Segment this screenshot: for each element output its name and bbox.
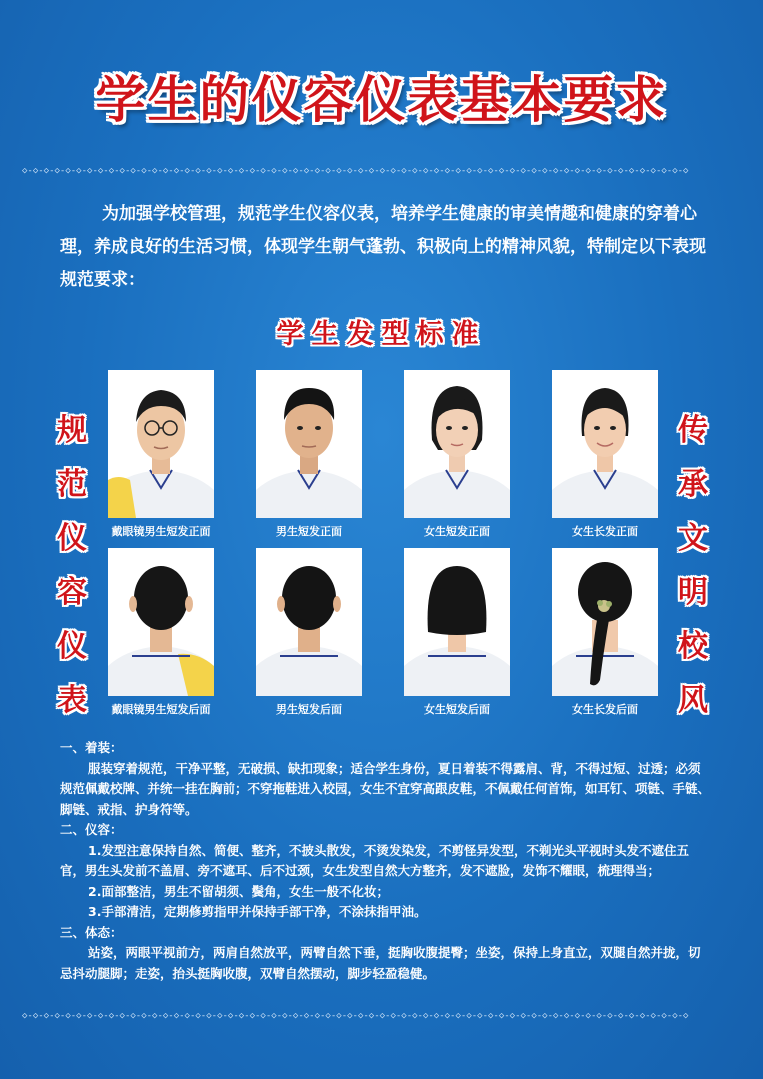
- right-slogan-char: 传: [678, 413, 708, 448]
- left-slogan-char: 容: [57, 575, 87, 610]
- rules-appearance-item: 3.手部清洁，定期修剪指甲并保持手部干净，不涂抹指甲油。: [88, 904, 427, 919]
- right-slogan-char: 明: [678, 575, 708, 610]
- left-slogan-char: 规: [57, 413, 87, 448]
- left-slogan-char: 仪: [57, 629, 87, 664]
- rules-heading-posture: 三、体态：: [60, 924, 123, 940]
- right-slogan-char: 文: [678, 521, 708, 556]
- rules-attire-text: 服装穿着规范，干净平整，无破损、缺扣现象；适合学生身份，夏日着装不得露肩、背，不得过短、过透；必须规范佩戴校牌、并统一挂在胸前；不穿拖鞋进入校园，女生不宜穿高跟皮鞋，不佩戴任何首饰，如耳钉、项链、手链、脚链、戒指、护身符等。: [60, 760, 711, 817]
- rules-appearance-item: 1.发型注意保持自然、简便、整齐，不披头散发，不烫发染发，不剪怪异发型，不剃光头平视时头发不遮住五官，男生头发前不盖眉、旁不遮耳、后不过颈，女生发型自然大方整齐，发不遮脸，发饰不耀眼，梳理得当；: [60, 842, 689, 878]
- left-slogan: [52, 404, 92, 728]
- photo-caption: 女生短发后面: [424, 703, 490, 716]
- photo-card: [404, 548, 510, 717]
- photo-card: [108, 548, 214, 717]
- student-photo-front-glasses-boy: [108, 370, 214, 518]
- top-divider: ◇-◇-◇-◇-◇-◇-◇-◇-◇-◇-◇-◇-◇-◇-◇-◇-◇-◇-◇-◇-◇-◇-◇-◇-◇-◇-◇-◇-◇-◇-◇-◇-◇-◇-◇-◇-◇-◇-◇-◇-◇-◇-◇-◇-◇-◇-◇-◇-◇-◇-◇-◇-◇-◇-◇-◇-◇-◇-◇-◇-◇-◇: [22, 166, 689, 176]
- rules-posture-text: 站姿，两眼平视前方，两肩自然放平，两臂自然下垂，挺胸收腹提臀；坐姿，保持上身直立，双腿自然并拢，切忌抖动腿脚；走姿，抬头挺胸收腹，双臂自然摆动，脚步轻盈稳健。: [60, 945, 701, 981]
- photo-caption: 女生短发正面: [424, 525, 490, 538]
- photo-caption: 男生短发正面: [276, 525, 342, 538]
- left-slogan-char: 表: [57, 683, 87, 718]
- hairstyle-subtitle: 学生发型标准: [276, 319, 487, 350]
- photo-card: [552, 370, 658, 539]
- photo-card: [108, 370, 214, 539]
- student-photo-front-boy: [256, 370, 362, 518]
- poster-title: 学生的仪容仪表基本要求: [95, 71, 668, 129]
- photo-caption: 女生长发正面: [572, 525, 638, 538]
- rules-appearance-item: 2.面部整洁，男生不留胡须、鬓角，女生一般不化妆；: [88, 883, 389, 899]
- rules-heading-attire: 一、着装：: [60, 740, 123, 755]
- intro-paragraph: 为加强学校管理，规范学生仪容仪表，培养学生健康的审美情趣和健康的穿着心理，养成良好的生活习惯，体现学生朝气蓬勃、积极向上的精神风貌，特制定以下表现规范要求：: [60, 204, 706, 290]
- photo-card: [552, 548, 658, 717]
- photo-card: [256, 370, 362, 539]
- student-photo-back-bob-girl: [404, 548, 510, 696]
- student-photo-back-glasses-boy: [108, 548, 214, 696]
- left-slogan-char: 仪: [57, 521, 87, 556]
- bottom-divider: ◇-◇-◇-◇-◇-◇-◇-◇-◇-◇-◇-◇-◇-◇-◇-◇-◇-◇-◇-◇-◇-◇-◇-◇-◇-◇-◇-◇-◇-◇-◇-◇-◇-◇-◇-◇-◇-◇-◇-◇-◇-◇-◇-◇-◇-◇-◇-◇-◇-◇-◇-◇-◇-◇-◇-◇-◇-◇-◇-◇-◇-◇: [22, 1011, 689, 1021]
- photo-card: [256, 548, 362, 717]
- student-photo-front-long-hair-girl: [552, 370, 658, 518]
- right-slogan: [673, 404, 713, 728]
- photo-caption: 男生短发后面: [276, 703, 342, 716]
- photo-caption: 戴眼镜男生短发后面: [111, 703, 211, 716]
- student-photo-back-ponytail-girl: [552, 548, 658, 696]
- right-slogan-char: 承: [678, 467, 708, 502]
- photo-caption: 戴眼镜男生短发正面: [111, 525, 211, 538]
- student-photo-front-bob-girl: [404, 370, 510, 518]
- right-slogan-char: 校: [678, 629, 708, 664]
- photo-caption: 女生长发后面: [572, 703, 638, 716]
- left-slogan-char: 范: [57, 467, 87, 502]
- rules-section: [60, 738, 710, 984]
- photo-card: [404, 370, 510, 539]
- student-photo-back-boy: [256, 548, 362, 696]
- rules-heading-appearance: 二、仪容：: [60, 822, 123, 837]
- right-slogan-char: 风: [678, 683, 708, 718]
